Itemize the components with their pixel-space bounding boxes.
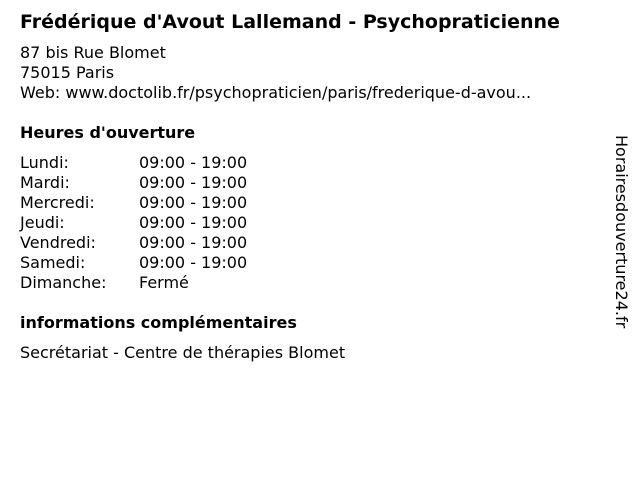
site-watermark: Horairesdouverture24.fr [612,135,631,329]
address-block [20,43,531,103]
day-label: Samedi: [20,253,86,272]
opening-hours-heading: Heures d'ouverture [20,123,196,142]
hours-value: 09:00 - 19:00 [139,253,248,272]
street-address: 87 bis Rue Blomet [20,43,166,62]
day-label: Jeudi: [20,213,65,232]
hours-value: 09:00 - 19:00 [139,233,248,252]
hours-value: 09:00 - 19:00 [139,193,248,212]
hours-value: 09:00 - 19:00 [139,153,248,172]
day-label: Mardi: [20,173,70,192]
day-label: Vendredi: [20,233,96,252]
hours-value: 09:00 - 19:00 [139,213,248,232]
city-address: 75015 Paris [20,63,115,82]
day-label: Lundi: [20,153,69,172]
hours-value: 09:00 - 19:00 [139,173,248,192]
day-label: Dimanche: [20,273,107,292]
day-label: Mercredi: [20,193,95,212]
website-link[interactable]: Web: www.doctolib.fr/psychopraticien/paris/frederique-d-avou... [20,83,532,102]
hours-value: Fermé [139,273,189,292]
additional-info-text: Secrétariat - Centre de thérapies Blomet [20,343,346,362]
additional-info-heading: informations complémentaires [20,313,297,332]
business-name: Frédérique d'Avout Lallemand - Psychopraticienne [20,11,560,33]
